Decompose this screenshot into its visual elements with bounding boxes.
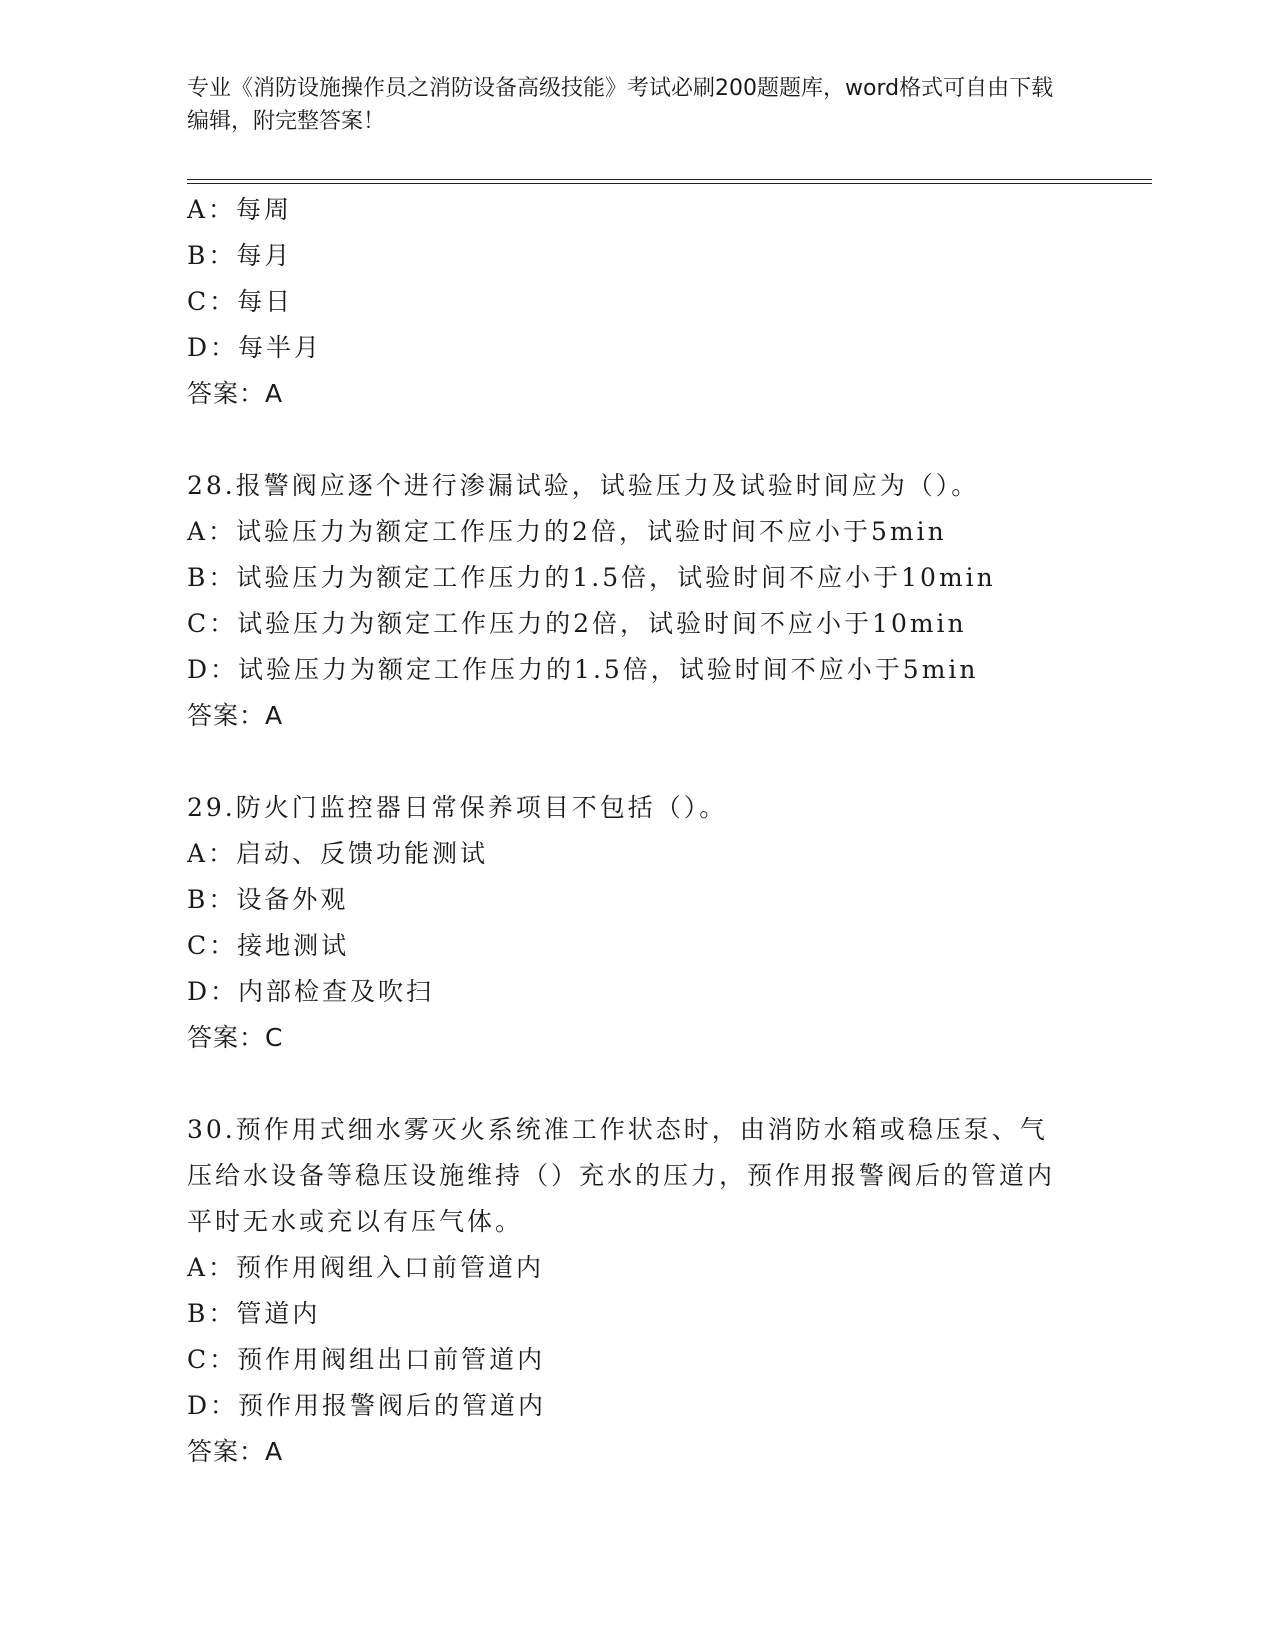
option-c: C：接地测试 [187, 931, 350, 960]
question-27-continued [187, 187, 1067, 417]
question-spacer [187, 1061, 1067, 1107]
answer-line: 答案：C [187, 1023, 284, 1052]
option-d: D：每半月 [187, 333, 323, 362]
question-29 [187, 785, 1067, 1061]
question-stem: 29.防火门监控器日常保养项目不包括（）。 [187, 793, 728, 822]
option-c: C：每日 [187, 287, 294, 316]
question-spacer [187, 739, 1067, 785]
question-28 [187, 463, 1067, 739]
question-list [187, 187, 1067, 1475]
option-a: A：试验压力为额定工作压力的2倍，试验时间不应小于5min [187, 517, 947, 546]
option-b: B：管道内 [187, 1299, 321, 1328]
question-stem: 30.预作用式细水雾灭火系统准工作状态时，由消防水箱或稳压泵、气压给水设备等稳压设施维持（）充水的压力，预作用报警阀后的管道内平时无水或充以有压气体。 [187, 1115, 1056, 1236]
option-d: D：预作用报警阀后的管道内 [187, 1391, 547, 1420]
option-b: B：设备外观 [187, 885, 349, 914]
option-d: D：内部检查及吹扫 [187, 977, 435, 1006]
question-stem: 28.报警阀应逐个进行渗漏试验，试验压力及试验时间应为（）。 [187, 471, 980, 500]
header-divider-bottom [187, 183, 1152, 184]
option-a: A：预作用阀组入口前管道内 [187, 1253, 545, 1282]
option-d: D：试验压力为额定工作压力的1.5倍，试验时间不应小于5min [187, 655, 979, 684]
header-divider-top [187, 179, 1152, 180]
option-b: B：试验压力为额定工作压力的1.5倍，试验时间不应小于10min [187, 563, 996, 592]
option-a: A：启动、反馈功能测试 [187, 839, 489, 868]
option-b: B：每月 [187, 241, 293, 270]
answer-line: 答案：A [187, 1437, 284, 1466]
document-header: 专业《消防设施操作员之消防设备高级技能》考试必刷200题题库，word格式可自由下载编辑，附完整答案！ [187, 76, 1054, 134]
option-c: C：预作用阀组出口前管道内 [187, 1345, 546, 1374]
question-spacer [187, 417, 1067, 463]
question-30 [187, 1107, 1067, 1475]
option-a: A：每周 [187, 195, 293, 224]
option-c: C：试验压力为额定工作压力的2倍，试验时间不应小于10min [187, 609, 967, 638]
answer-line: 答案：A [187, 379, 284, 408]
answer-line: 答案：A [187, 701, 284, 730]
